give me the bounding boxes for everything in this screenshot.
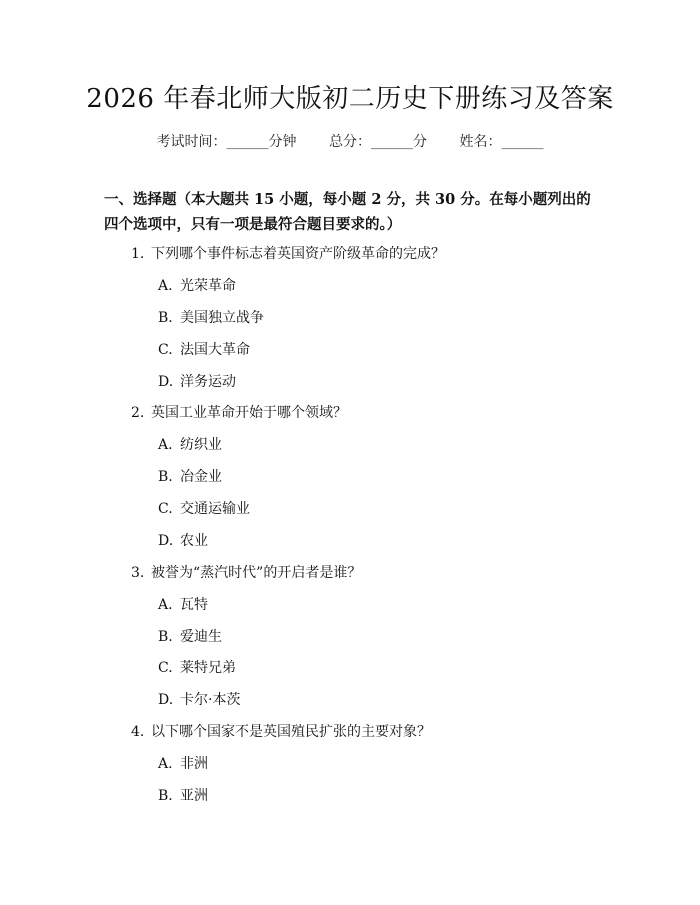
option-3c [158, 657, 236, 677]
option-1c [158, 339, 250, 359]
option-letter: B. [158, 469, 173, 485]
option-4a [158, 753, 208, 773]
section-heading: 一、选择题（本大题共 15 小题，每小题 2 分，共 30 分。在每小题列出的四个选项中，只有一项是最符合题目要求的。） [104, 191, 591, 233]
option-text: 瓦特 [180, 597, 208, 613]
question-1 [131, 243, 445, 263]
option-3b [158, 626, 222, 646]
question-3 [131, 562, 361, 582]
total-score-field: 总分：______分 [329, 134, 427, 150]
option-letter: B. [158, 310, 173, 326]
option-letter: B. [158, 788, 173, 804]
question-number: 3. [131, 565, 145, 581]
option-letter: A. [158, 597, 173, 613]
option-text: 卡尔·本茨 [180, 692, 241, 708]
question-number: 1. [131, 246, 145, 262]
option-letter: C. [158, 660, 173, 676]
question-number: 2. [131, 405, 145, 421]
option-1d [158, 371, 236, 391]
student-name-field: 姓名：______ [459, 134, 544, 150]
question-text: 被誉为“蒸汽时代”的开启者是谁？ [151, 565, 362, 581]
option-letter: D. [158, 533, 174, 549]
question-text: 以下哪个国家不是英国殖民扩张的主要对象？ [151, 724, 431, 740]
option-letter: A. [158, 437, 173, 453]
option-text: 冶金业 [180, 469, 222, 485]
option-2c [158, 498, 250, 518]
option-2b [158, 466, 222, 486]
option-letter: C. [158, 501, 173, 517]
option-text: 农业 [180, 533, 208, 549]
option-3a [158, 594, 208, 614]
question-text: 下列哪个事件标志着英国资产阶级革命的完成？ [151, 246, 445, 262]
option-text: 纺织业 [180, 437, 222, 453]
option-text: 光荣革命 [180, 278, 236, 294]
exam-meta [0, 131, 700, 151]
option-4b [158, 785, 208, 805]
page-title: 2026 年春北师大版初二历史下册练习及答案 [86, 84, 614, 114]
option-text: 交通运输业 [180, 501, 250, 517]
option-text: 非洲 [180, 756, 208, 772]
option-letter: A. [158, 756, 173, 772]
question-text: 英国工业革命开始于哪个领域？ [151, 405, 347, 421]
option-text: 法国大革命 [180, 342, 250, 358]
option-text: 爱迪生 [180, 629, 222, 645]
option-letter: D. [158, 374, 174, 390]
option-text: 莱特兄弟 [180, 660, 236, 676]
option-2a [158, 434, 222, 454]
option-letter: A. [158, 278, 173, 294]
option-3d [158, 689, 240, 709]
option-2d [158, 530, 208, 550]
option-1a [158, 275, 236, 295]
option-text: 洋务运动 [180, 374, 236, 390]
question-2 [131, 402, 347, 422]
option-letter: B. [158, 629, 173, 645]
option-text: 亚洲 [180, 788, 208, 804]
question-4 [131, 721, 431, 741]
question-number: 4. [131, 724, 145, 740]
option-text: 美国独立战争 [180, 310, 264, 326]
option-letter: C. [158, 342, 173, 358]
exam-time-field: 考试时间：______分钟 [156, 134, 297, 150]
option-1b [158, 307, 264, 327]
option-letter: D. [158, 692, 174, 708]
